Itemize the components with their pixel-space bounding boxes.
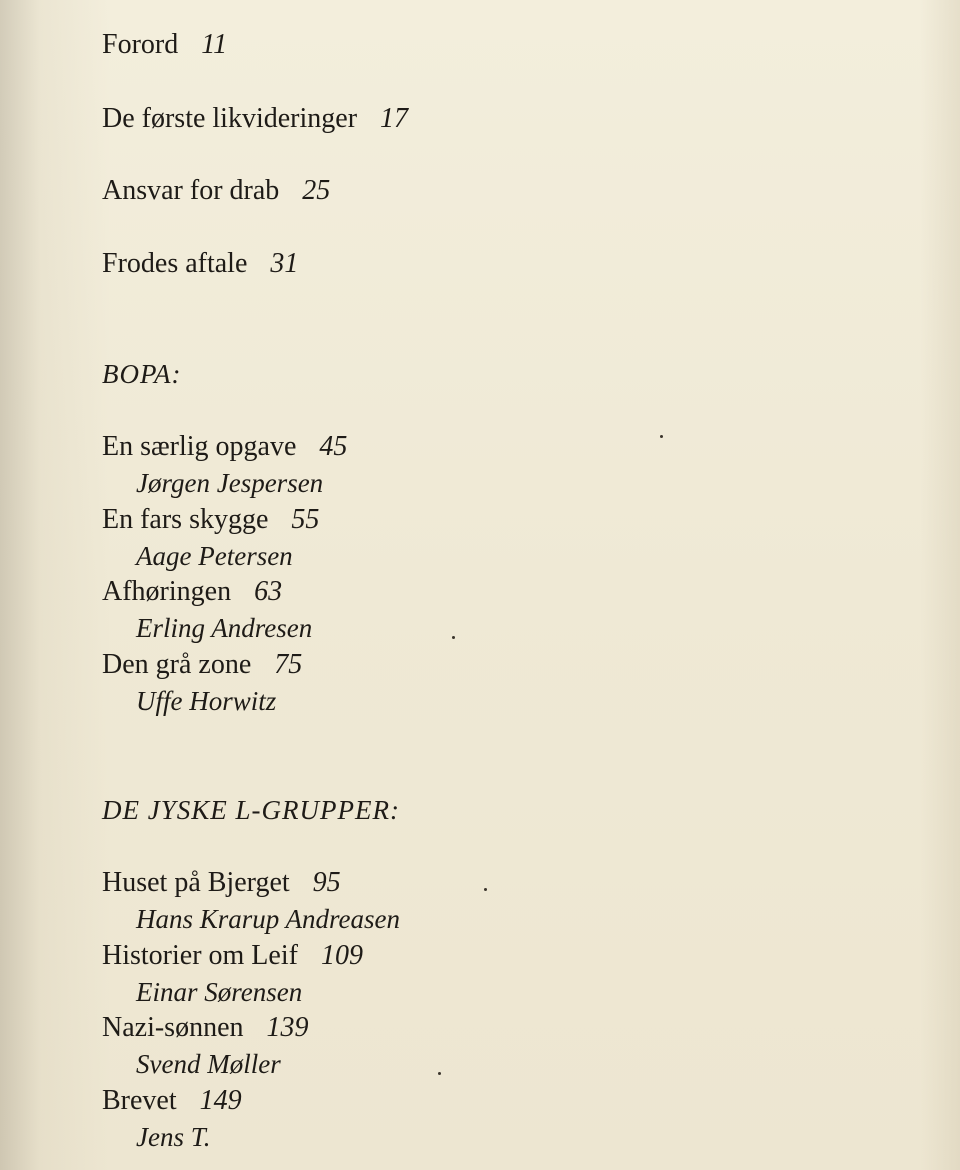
toc-entry [102, 866, 341, 900]
entry-page-number: 75 [274, 649, 303, 680]
toc-entry [102, 430, 347, 464]
entry-page-number: 11 [201, 29, 228, 60]
entry-author: Erling Andresen [136, 613, 313, 643]
entry-title: Brevet [102, 1085, 177, 1116]
section-heading: DE JYSKE L-GRUPPER: [102, 795, 400, 825]
entry-title: Nazi-sønnen [102, 1012, 244, 1043]
entry-title: Historier om Leif [102, 940, 298, 971]
toc-entry [102, 1011, 309, 1045]
entry-title: Afhøringen [102, 576, 232, 607]
toc-entry [102, 648, 302, 682]
toc-entry [102, 28, 227, 62]
toc-entry [102, 174, 330, 208]
toc-entry [102, 1084, 242, 1118]
entry-page-number: 95 [312, 867, 341, 898]
entry-page-number: 63 [254, 576, 283, 607]
entry-author: Aage Petersen [136, 541, 293, 571]
entry-title: Forord [102, 29, 179, 60]
entry-page-number: 25 [302, 175, 331, 206]
paper-speck [438, 1072, 441, 1075]
section-heading: BOPA: [102, 359, 182, 389]
paper-speck [452, 636, 455, 639]
entry-title: Huset på Bjerget [102, 867, 290, 898]
toc-entry [102, 102, 408, 136]
entry-title: Ansvar for drab [102, 175, 280, 206]
entry-author: Uffe Horwitz [136, 686, 277, 716]
entry-title: Frodes aftale [102, 248, 248, 279]
entry-author: Jørgen Jespersen [136, 468, 324, 498]
entry-page-number: 31 [270, 248, 299, 279]
entry-author: Einar Sørensen [136, 977, 303, 1007]
toc-entry [102, 247, 298, 281]
entry-page-number: 17 [380, 103, 409, 134]
entry-page-number: 149 [199, 1085, 242, 1116]
toc-entry [102, 503, 319, 537]
entry-page-number: 55 [291, 504, 320, 535]
entry-author: Hans Krarup Andreasen [136, 904, 401, 934]
toc-entry [102, 575, 282, 609]
paper-speck [484, 888, 487, 891]
entry-title: De første likvideringer [102, 103, 358, 134]
entry-title: Den grå zone [102, 649, 252, 680]
toc-entry [102, 939, 363, 973]
entry-author: Jens T. [136, 1122, 211, 1152]
entry-author: Svend Møller [136, 1049, 281, 1079]
entry-title: En fars skygge [102, 504, 269, 535]
entry-page-number: 109 [320, 940, 363, 971]
bleed-through-text [600, 0, 960, 1170]
entry-page-number: 45 [319, 431, 348, 462]
entry-page-number: 139 [266, 1012, 309, 1043]
entry-title: En særlig opgave [102, 431, 297, 462]
paper-speck [660, 435, 663, 438]
